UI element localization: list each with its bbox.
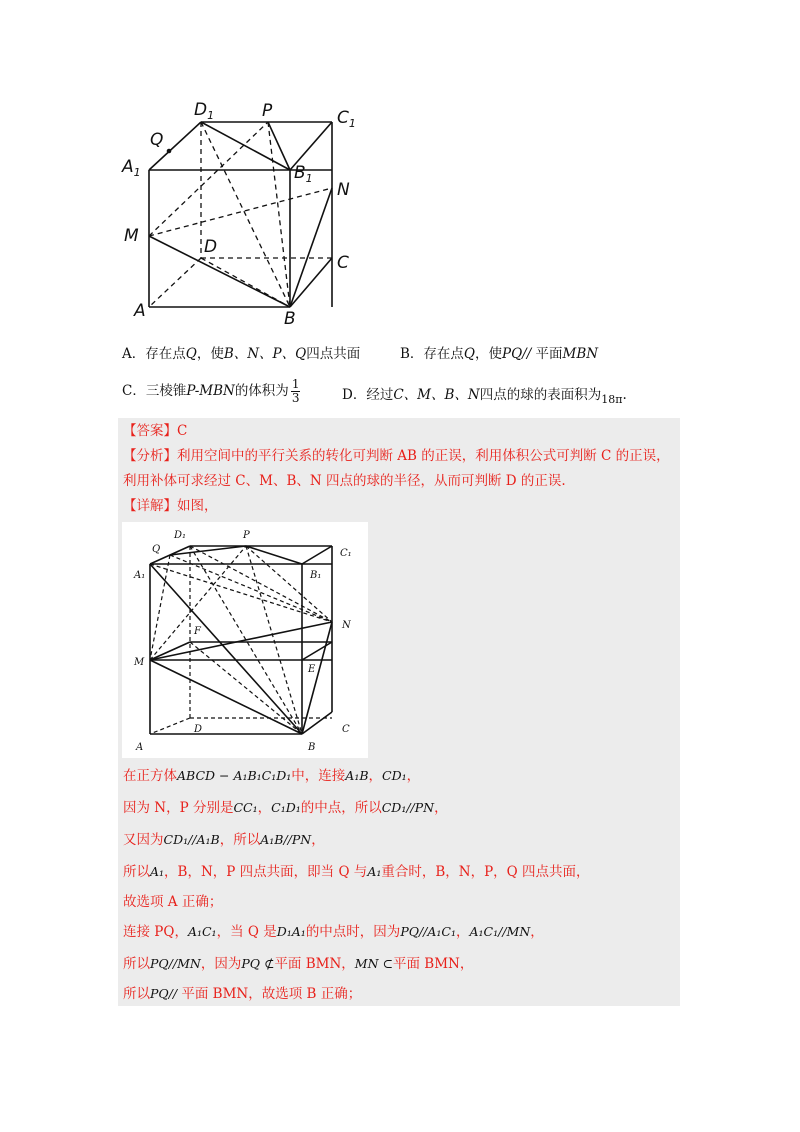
svg-text:P: P — [243, 530, 250, 541]
svg-text:C: C — [337, 253, 349, 273]
svg-text:C₁: C₁ — [340, 548, 352, 559]
svg-text:N: N — [337, 180, 350, 200]
fraction-one-third: $\frac{1}{3}$ — [291, 377, 300, 405]
svg-text:A₁: A₁ — [134, 570, 146, 581]
detail-line-4: 所以A₁，B，N，P 四点共面，即当 Q 与A₁重合时，B，N，P，Q 四点共面， — [123, 864, 590, 880]
svg-text:C1: $C_1$ — [337, 108, 356, 130]
detail-line-3: 又因为CD₁//A₁B，所以A₁B//PN， — [123, 832, 325, 848]
detail-line-7: 所以PQ//MN，因为PQ ⊄平面 BMN，MN ⊂平面 BMN， — [123, 956, 474, 972]
answer-line: 【答案】C — [123, 423, 188, 439]
analysis-line-1: 【分析】利用空间中的平行关系的转化可判断 AB 的正误，利用体积公式可判断 C 的正误， — [123, 448, 670, 464]
detail-heading: 【详解】如图， — [123, 498, 218, 514]
svg-text:B₁: B₁ — [310, 570, 322, 581]
cube-figure-2 — [122, 522, 368, 758]
analysis-line-2: 利用补体可求经过 C、M、B、N 四点的球的半径，从而可判断 D 的正误. — [123, 473, 566, 489]
svg-text:B1: $B_1$ — [294, 163, 313, 185]
svg-text:M: M — [124, 226, 139, 246]
cube-figure-1 — [118, 98, 380, 330]
detail-line-2: 因为 N，P 分别是CC₁，C₁D₁的中点，所以CD₁//PN， — [123, 800, 448, 816]
detail-line-8: 所以PQ// 平面 BMN，故选项 B 正确； — [123, 986, 362, 1002]
svg-text:D₁: D₁ — [174, 530, 187, 541]
svg-text:A: A — [134, 301, 146, 321]
detail-line-6: 连接 PQ，A₁C₁，当 Q 是D₁A₁的中点时，因为PQ//A₁C₁，A₁C₁//MN， — [123, 924, 544, 940]
svg-text:E: E — [308, 664, 316, 675]
svg-text:D: D — [204, 237, 218, 257]
option-d: D．经过C、M、B、N四点的球的表面积为$_{18\pi}$. — [342, 387, 627, 406]
svg-text:Q: Q — [150, 130, 164, 150]
detail-line-5: 故选项 A 正确； — [123, 894, 223, 910]
svg-text:B: B — [284, 309, 296, 329]
svg-text:B: B — [308, 742, 316, 753]
svg-text:D1: $D_1$ — [194, 100, 215, 122]
option-c: C．三棱锥P-MBN的体积为 $\frac{1}{3}$ — [122, 377, 300, 405]
option-b: B．存在点Q，使PQ// 平面MBN — [400, 346, 599, 362]
svg-text:A: A — [136, 742, 144, 753]
svg-text:D: D — [194, 724, 203, 735]
svg-text:P: P — [262, 101, 273, 121]
svg-text:F: F — [194, 626, 201, 637]
svg-text:Q: Q — [152, 544, 161, 555]
svg-text:A1: $A_1$ — [122, 157, 141, 179]
detail-line-1: 在正方体ABCD − A₁B₁C₁D₁中，连接A₁B，CD₁， — [123, 768, 421, 784]
option-a: A．存在点Q，使B、N、P、Q四点共面 — [122, 346, 361, 362]
svg-text:C: C — [342, 724, 350, 735]
svg-text:N: N — [342, 620, 351, 631]
svg-text:M: M — [134, 657, 145, 668]
